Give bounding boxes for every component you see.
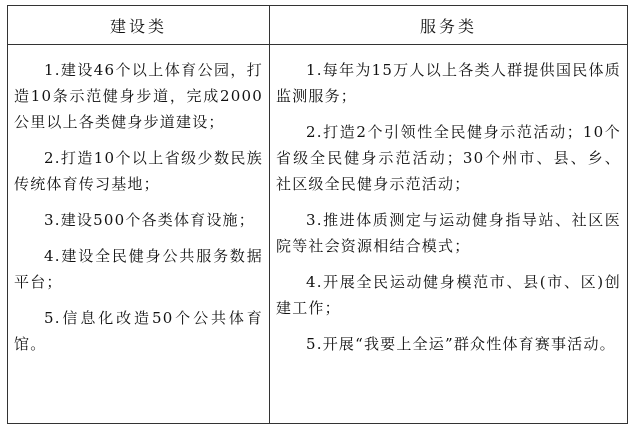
policy-table [7,5,628,424]
policy-table-container [7,5,627,424]
construction-item-1: 1.建设46个以上体育公园，打造10条示范健身步道，完成2000公里以上各类健身步道建设； [14,61,263,131]
construction-item-4: 4.建设全民健身公共服务数据平台； [14,247,263,291]
table-header-row [8,6,628,45]
service-item-5: 5.开展“我要上全运”群众性体育赛事活动。 [306,335,616,353]
construction-item-2: 2.打造10个以上省级少数民族传统体育传习基地； [14,149,263,193]
service-item-2: 2.打造2个引领性全民健身示范活动；10个省级全民健身示范活动；30个州市、县、乡、社区级全民健身示范活动； [276,123,621,193]
construction-item-3: 3.建设500个各类体育设施； [44,211,255,229]
service-item-1: 1.每年为15万人以上各类人群提供国民体质监测服务； [276,61,621,105]
construction-item-5: 5.信息化改造50个公共体育馆。 [14,309,263,353]
header-service: 服务类 [270,6,628,45]
table-row [8,45,628,424]
service-item-4: 4.开展全民运动健身模范市、县(市、区)创建工作； [276,273,621,317]
service-item-3: 3.推进体质测定与运动健身指导站、社区医院等社会资源相结合模式； [276,211,621,255]
service-cell [270,45,628,424]
construction-cell [8,45,270,424]
header-construction: 建设类 [8,6,270,45]
